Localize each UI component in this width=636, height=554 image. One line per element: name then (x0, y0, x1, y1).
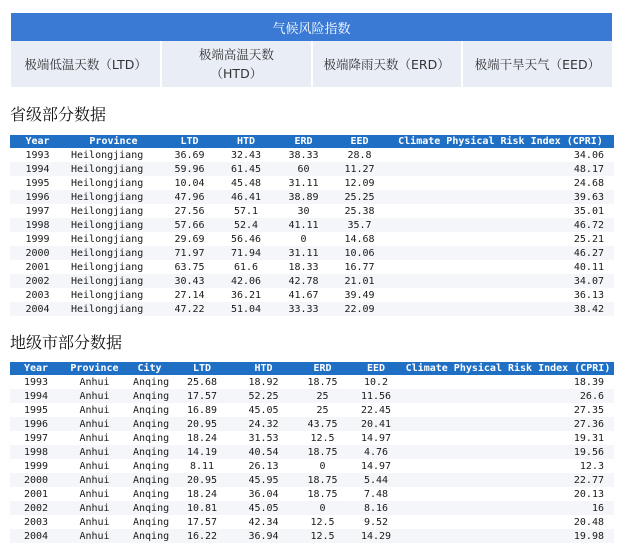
table-cell: 61.45 (230, 163, 262, 175)
table-row (10, 417, 614, 431)
table-row (10, 218, 614, 232)
table-cell: 36.13 (573, 289, 604, 301)
column-header: HTD (236, 136, 256, 147)
table-cell: 10.04 (174, 177, 205, 189)
table-cell: Anhui (79, 502, 110, 514)
table-cell: 32.43 (230, 149, 262, 161)
table-cell: 42.06 (230, 275, 262, 287)
table-cell: Heilongjiang (71, 289, 144, 301)
table-cell: 1996 (23, 418, 49, 430)
table-cell: 18.24 (186, 432, 218, 444)
table-cell: 1993 (23, 376, 49, 388)
table-cell: Anqing (133, 474, 170, 486)
table-cell: 48.17 (573, 163, 604, 175)
table-cell: 27.14 (174, 289, 205, 301)
table-cell: 19.56 (573, 446, 604, 458)
table-cell: 17.57 (186, 390, 218, 402)
column-header: LTD (192, 363, 212, 374)
city-section-heading: 地级市部分数据 (10, 333, 123, 352)
province-data-table (10, 135, 614, 316)
table-cell: Heilongjiang (71, 191, 144, 203)
table-cell: 12.09 (344, 177, 375, 189)
table-cell: Anhui (79, 432, 110, 444)
table-cell: Anhui (79, 516, 110, 528)
table-cell: 1998 (25, 219, 50, 231)
table-cell: 1999 (25, 233, 50, 245)
table-cell: 25.38 (344, 205, 375, 217)
table-cell: 35.01 (573, 205, 604, 217)
table-cell: Heilongjiang (71, 205, 144, 217)
table-cell: Heilongjiang (71, 219, 144, 231)
table-cell: 1994 (23, 390, 49, 402)
table-cell: 57.1 (233, 205, 259, 217)
table-cell: Anqing (133, 516, 170, 528)
table-cell: 45.48 (230, 177, 262, 189)
table-cell: 7.48 (363, 488, 389, 500)
table-cell: 18.75 (307, 474, 338, 486)
table-cell: 20.95 (186, 418, 218, 430)
table-cell: 0 (300, 233, 307, 245)
table-cell: 22.09 (344, 303, 375, 315)
table-cell: 40.54 (248, 446, 279, 458)
table-cell: 18.39 (573, 376, 604, 388)
table-cell: Heilongjiang (71, 275, 144, 287)
table-cell: 12.5 (310, 432, 335, 444)
table-row (10, 389, 614, 403)
table-cell: 2000 (25, 247, 50, 259)
table-cell: 14.29 (360, 530, 392, 542)
table-row (10, 162, 614, 176)
table-cell: 36.21 (230, 289, 262, 301)
table-row (10, 232, 614, 246)
table-row (10, 246, 614, 260)
table-cell: 11.56 (360, 390, 392, 402)
table-cell: 25 (316, 390, 329, 402)
table-cell: 33.33 (288, 303, 319, 315)
table-cell: 38.33 (288, 149, 319, 161)
table-cell: 2000 (23, 474, 49, 486)
table-cell: 35.7 (347, 219, 372, 231)
table-cell: Anqing (133, 530, 170, 542)
table-cell: 31.11 (288, 177, 319, 189)
table-cell: 18.92 (248, 376, 279, 388)
table-cell: 25.68 (186, 376, 218, 388)
table-cell: 1995 (25, 177, 50, 189)
table-cell: Anqing (133, 418, 170, 430)
table-cell: 10.2 (363, 376, 389, 388)
table-cell: 16.89 (186, 404, 218, 416)
table-cell: 60 (297, 163, 310, 175)
table-cell: 42.34 (248, 516, 279, 528)
table-cell: 42.78 (288, 275, 319, 287)
city-table-header-row (10, 362, 614, 375)
table-cell: Anqing (133, 390, 170, 402)
table-cell: 1996 (25, 191, 50, 203)
table-cell: 71.97 (174, 247, 205, 259)
table-cell: 21.01 (344, 275, 375, 287)
column-header: Climate Physical Risk Index (CPRI) (398, 136, 603, 147)
table-cell: 18.75 (307, 376, 338, 388)
table-cell: 1997 (23, 432, 49, 444)
table-row (10, 501, 614, 515)
table-cell: 16 (591, 502, 604, 514)
table-cell: 1994 (25, 163, 50, 175)
table-cell: 2002 (23, 502, 49, 514)
table-cell: 46.27 (573, 247, 604, 259)
table-cell: 22.45 (360, 404, 392, 416)
table-cell: 27.36 (573, 418, 604, 430)
table-cell: 2001 (25, 261, 50, 273)
column-header: Province (89, 136, 138, 147)
table-row (10, 529, 614, 543)
table-cell: 11.27 (344, 163, 375, 175)
table-row (10, 487, 614, 501)
table-cell: Anqing (133, 502, 170, 514)
table-cell: 20.41 (360, 418, 392, 430)
table-cell: 30 (297, 205, 310, 217)
table-cell: 30.43 (174, 275, 205, 287)
table-cell: 20.95 (186, 474, 218, 486)
table-cell: 59.96 (174, 163, 205, 175)
table-cell: 18.24 (186, 488, 218, 500)
table-cell: 1997 (25, 205, 50, 217)
table-cell: 34.06 (573, 149, 604, 161)
column-header: Climate Physical Risk Index (CPRI) (405, 363, 611, 374)
table-cell: 26.6 (579, 390, 604, 402)
table-cell: 10.81 (186, 502, 218, 514)
table-cell: 40.11 (573, 261, 604, 273)
table-cell: 12.5 (310, 516, 335, 528)
table-cell: 27.35 (573, 404, 604, 416)
table-cell: 12.5 (310, 530, 335, 542)
table-cell: 43.75 (307, 418, 338, 430)
table-cell: 20.48 (573, 516, 604, 528)
table-row (10, 431, 614, 445)
table-cell: Anqing (133, 404, 170, 416)
table-cell: 45.05 (248, 404, 279, 416)
table-cell: 14.19 (186, 446, 218, 458)
table-cell: 19.31 (573, 432, 604, 444)
table-cell: 20.13 (573, 488, 604, 500)
table-cell: 36.04 (248, 488, 279, 500)
table-cell: 22.77 (573, 474, 604, 486)
table-cell: 41.11 (288, 219, 319, 231)
table-cell: 2003 (23, 516, 49, 528)
table-cell: 16.22 (186, 530, 218, 542)
index-column-eed: 极端干旱天气（EED） (462, 41, 612, 87)
table-cell: 14.97 (360, 432, 392, 444)
table-cell: 41.67 (288, 289, 319, 301)
index-column-ltd: 极端低温天数（LTD） (11, 41, 161, 87)
table-cell: Anqing (133, 432, 170, 444)
table-row (10, 459, 614, 473)
table-row (10, 176, 614, 190)
table-row (10, 302, 614, 316)
table-cell: Heilongjiang (71, 247, 144, 259)
table-cell: 2002 (25, 275, 50, 287)
index-column-htd: 极端高温天数（HTD） (161, 41, 311, 87)
table-cell: Heilongjiang (71, 177, 144, 189)
table-cell: 31.53 (248, 432, 279, 444)
table-cell: 25.25 (344, 191, 375, 203)
table-cell: 10.06 (344, 247, 375, 259)
column-header: City (137, 363, 162, 374)
table-cell: 47.22 (174, 303, 205, 315)
table-cell: 63.75 (174, 261, 205, 273)
table-row (10, 274, 614, 288)
table-cell: Heilongjiang (71, 163, 144, 175)
column-header: ERD (313, 363, 332, 374)
table-cell: 39.63 (573, 191, 604, 203)
table-cell: Anhui (79, 418, 110, 430)
table-cell: 38.89 (288, 191, 319, 203)
table-cell: Anhui (79, 474, 110, 486)
table-cell: 47.96 (174, 191, 205, 203)
table-row (10, 445, 614, 459)
table-cell: Heilongjiang (71, 233, 144, 245)
table-cell: 24.32 (248, 418, 279, 430)
column-header: Province (70, 363, 119, 374)
table-cell: 51.04 (230, 303, 262, 315)
table-cell: 1995 (23, 404, 49, 416)
table-cell: 56.46 (230, 233, 262, 245)
table-cell: 34.07 (573, 275, 604, 287)
province-section-heading: 省级部分数据 (10, 105, 107, 124)
column-header: LTD (180, 136, 199, 147)
table-row (10, 148, 614, 162)
city-data-table (10, 362, 614, 543)
table-cell: 25 (316, 404, 329, 416)
table-cell: Anhui (79, 404, 110, 416)
table-cell: 4.76 (363, 446, 389, 458)
column-header: ERD (294, 136, 313, 147)
table-row (10, 375, 614, 389)
table-row (10, 515, 614, 529)
table-cell: 18.33 (288, 261, 319, 273)
table-cell: 14.68 (344, 233, 375, 245)
table-cell: 45.05 (248, 502, 279, 514)
table-cell: 52.4 (233, 219, 259, 231)
table-cell: 16.77 (344, 261, 375, 273)
table-cell: Anhui (79, 530, 110, 542)
table-cell: 18.75 (307, 488, 338, 500)
table-row (10, 288, 614, 302)
table-cell: Heilongjiang (71, 261, 144, 273)
table-cell: 36.69 (174, 149, 205, 161)
table-cell: 14.97 (360, 460, 392, 472)
column-header: EED (366, 363, 386, 374)
table-cell: 36.94 (248, 530, 279, 542)
table-cell: 5.44 (363, 474, 389, 486)
table-cell: 26.13 (248, 460, 279, 472)
table-cell: 29.69 (174, 233, 205, 245)
table-cell: 25.21 (573, 233, 604, 245)
column-header: HTD (254, 363, 273, 374)
column-header: Year (23, 363, 49, 374)
table-cell: 1993 (25, 149, 50, 161)
table-row (10, 190, 614, 204)
table-cell: 27.56 (174, 205, 205, 217)
table-cell: 18.75 (307, 446, 338, 458)
table-cell: 46.72 (573, 219, 604, 231)
table-cell: Anqing (133, 446, 170, 458)
table-cell: Heilongjiang (71, 149, 144, 161)
table-cell: 38.42 (573, 303, 604, 315)
table-cell: 8.11 (189, 460, 215, 472)
table-cell: 8.16 (363, 502, 389, 514)
table-cell: 2001 (23, 488, 49, 500)
index-table-title: 气候风险指数 (11, 13, 612, 41)
table-cell: 2004 (25, 303, 50, 315)
table-cell: 71.94 (230, 247, 262, 259)
table-cell: Anqing (133, 376, 170, 388)
table-cell: Anhui (79, 376, 110, 388)
table-cell: 28.8 (347, 149, 372, 161)
province-table-header-row (10, 135, 614, 148)
column-header: Year (25, 136, 50, 147)
table-cell: 1999 (23, 460, 49, 472)
table-cell: 45.95 (248, 474, 279, 486)
index-column-erd: 极端降雨天数（ERD） (312, 41, 462, 87)
table-cell: 31.11 (288, 247, 319, 259)
table-cell: 9.52 (363, 516, 389, 528)
table-cell: 12.3 (579, 460, 604, 472)
table-cell: Anqing (133, 460, 170, 472)
table-row (10, 204, 614, 218)
table-cell: 61.6 (233, 261, 259, 273)
table-cell: 57.66 (174, 219, 205, 231)
table-cell: 39.49 (344, 289, 375, 301)
table-cell: 2003 (25, 289, 50, 301)
table-cell: 0 (319, 460, 326, 472)
table-cell: 1998 (23, 446, 49, 458)
table-cell: Anhui (79, 390, 110, 402)
table-row (10, 473, 614, 487)
table-cell: Anhui (79, 446, 110, 458)
table-cell: Heilongjiang (71, 303, 144, 315)
climate-risk-index-table (11, 13, 612, 87)
table-cell: Anhui (79, 460, 110, 472)
table-row (10, 403, 614, 417)
table-cell: 46.41 (230, 191, 262, 203)
table-cell: 24.68 (573, 177, 604, 189)
table-cell: Anqing (133, 488, 170, 500)
table-cell: 0 (319, 502, 326, 514)
table-cell: 19.98 (573, 530, 604, 542)
table-cell: 52.25 (248, 390, 279, 402)
column-header: EED (350, 136, 369, 147)
table-cell: Anhui (79, 488, 110, 500)
table-row (10, 260, 614, 274)
table-cell: 2004 (23, 530, 49, 542)
table-cell: 17.57 (186, 516, 218, 528)
